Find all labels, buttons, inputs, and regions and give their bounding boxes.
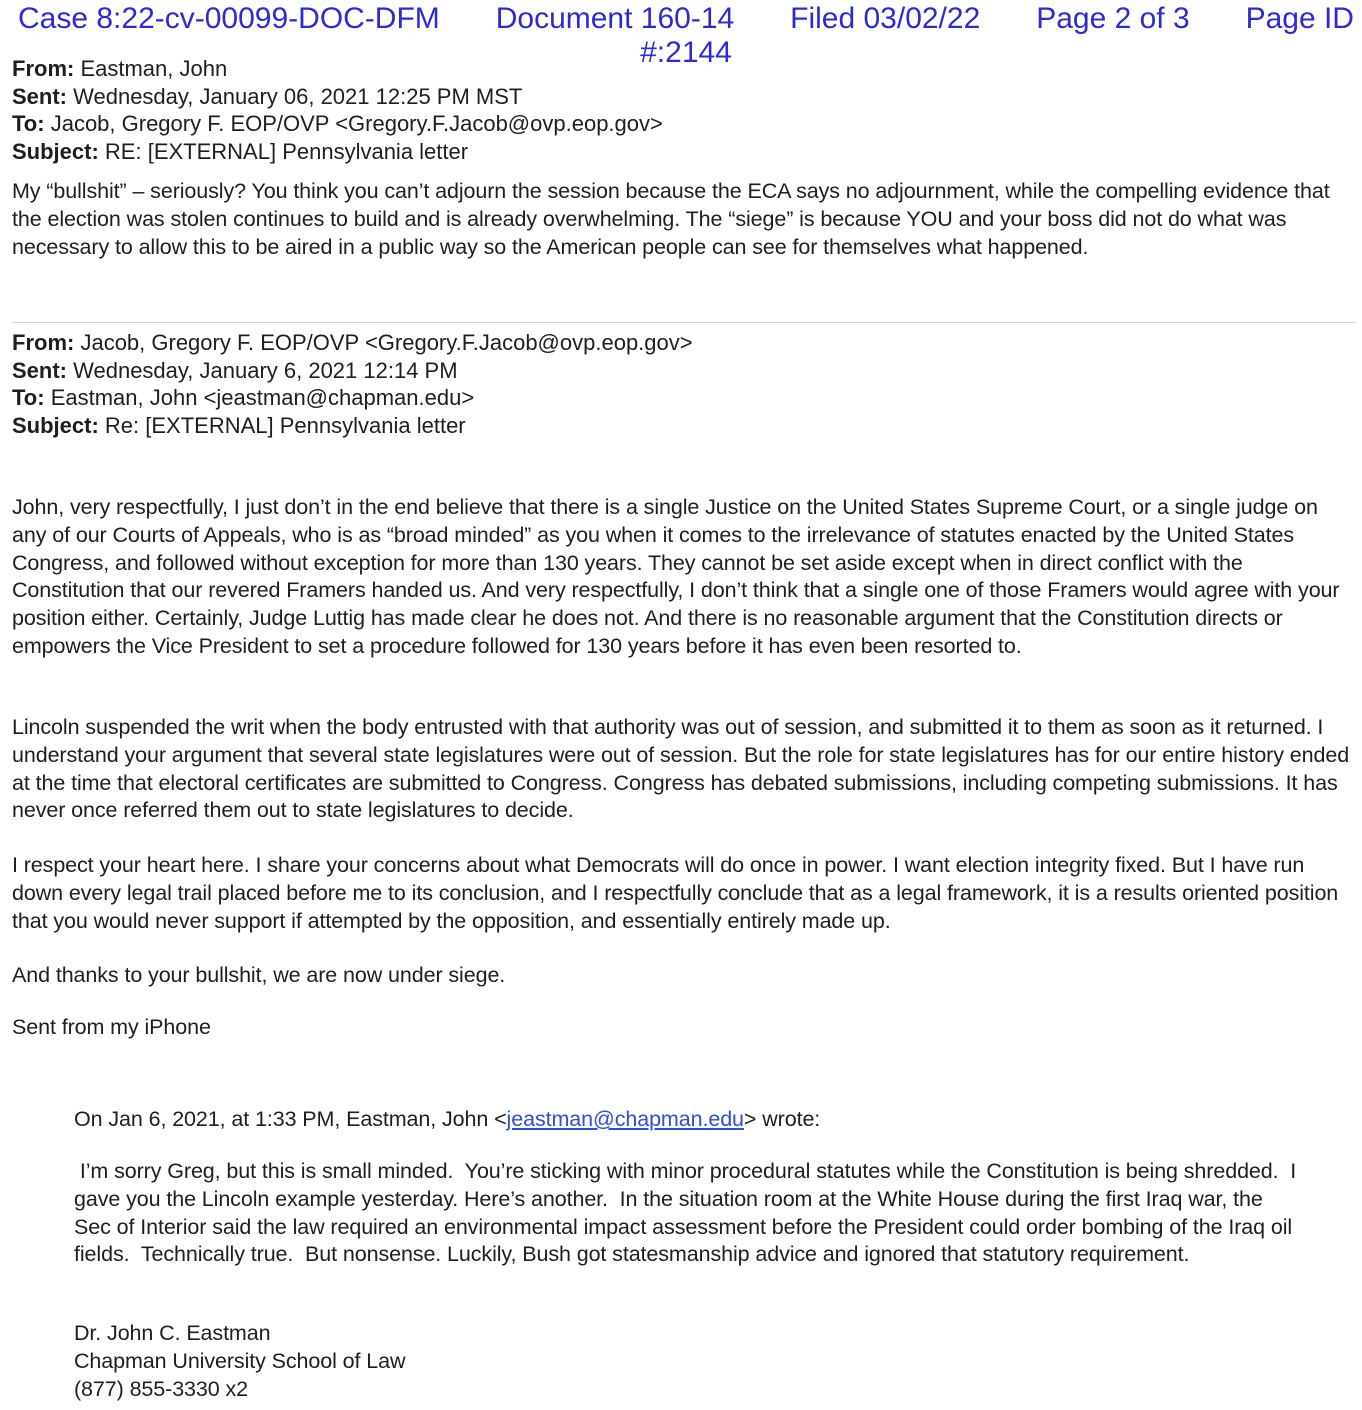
email2-signoff: Sent from my iPhone [12,1015,211,1039]
email1-body: My “bullshit” – seriously? You think you can’t adjourn the session because the ECA says no adjournment, while the compelling evidence that the election was stolen continues to build and is already overwhelming. The “siege” is because YOU and your boss did not do what was necessary to allow this to be aired in a public way so the American people can see for themselves what happened. [12,179,1330,259]
email2-from: From: Jacob, Gregory F. EOP/OVP <Gregory.F.Jacob@ovp.eop.gov> [12,330,693,355]
document-number: Document 160-14 [495,2,735,35]
email2-paragraph-2: Lincoln suspended the writ when the body entrusted with that authority was out of session, and submitted it to them as soon as it returned. I understand your argument that several state legislatures were out of session. But the role for state legislatures has for our entire history ended at the time that electoral certificates are submitted to Congress. Congress has debated submissions, including competing submissions. It has never once referred them out to state legislatures to decide. [12,715,1350,823]
email-link[interactable]: jeastman@chapman.edu [506,1107,744,1131]
email2-paragraph-4: And thanks to your bullshit, we are now under siege. [12,963,506,987]
page-id-label: Page ID [1245,2,1354,35]
quoted-intro: On Jan 6, 2021, at 1:33 PM, Eastman, John <jeastman@chapman.edu> wrote: [74,1107,821,1131]
email2-to: To: Eastman, John <jeastman@chapman.edu> [12,385,475,410]
email2-paragraph-1: John, very respectfully, I just don’t in the end believe that there is a single Justice on the United States Supreme Court, or a single judge on any of our Courts of Appeals, who is as “broad minded” as you when it comes to the irrelevance of statutes enacted by the United States Congress, and followed without exception for more than 130 years. They cannot be set aside except when in direct conflict with the Constitution that our revered Framers handed us. And very respectfully, I don’t think that a single one of those Framers would agree with your position either. Certainly, Judge Luttig has made clear he does not. And there is no reasonable argument that the Constitution directs or empowers the Vice President to set a procedure followed for 130 years before it has even been resorted to. [12,495,1340,658]
page-count: Page 2 of 3 [1036,2,1190,35]
email1-to: To: Jacob, Gregory F. EOP/OVP <Gregory.F.Jacob@ovp.eop.gov> [12,111,663,136]
signature-name: Dr. John C. Eastman [74,1321,271,1345]
email1-from: From: Eastman, John [12,56,228,81]
email1-header [12,55,663,165]
signature-affiliation: Chapman University School of Law [74,1348,406,1373]
case-number: Case 8:22-cv-00099-DOC-DFM [18,2,440,35]
quoted-body: I’m sorry Greg, but this is small minded. You’re sticking with minor procedural statutes while the Constitution is being shredded. I gave you the Lincoln example yesterday. Here’s another. In the situation room at the White House during the first Iraq war, the Sec of Interior said the law required an environmental impact assessment before the President could order bombing of the Iraq oil fields. Technically true. But nonsense. Luckily, Bush got statesmanship advice and ignored that statutory requirement. [74,1159,1303,1267]
signature-phone: (877) 855-3330 x2 [74,1376,249,1401]
page-id-number: #:2144 [640,36,732,69]
email2-paragraph-3: I respect your heart here. I share your concerns about what Democrats will do once in power. I want election integrity fixed. But I have run down every legal trail placed before me to its conclusion, and I respectfully conclude that as a legal framework, it is a results oriented position that you would never support if attempted by the opposition, and essentially entirely made up. [12,853,1339,933]
email1-subject: Subject: RE: [EXTERNAL] Pennsylvania letter [12,138,469,164]
email2-sent: Sent: Wednesday, January 6, 2021 12:14 PM [12,357,458,383]
divider [12,322,1356,323]
email2-header [12,329,693,439]
filed-date: Filed 03/02/22 [790,2,981,35]
signature-block [74,1320,1304,1403]
email1-sent: Sent: Wednesday, January 06, 2021 12:25 PM MST [12,83,523,109]
email2-subject: Subject: Re: [EXTERNAL] Pennsylvania letter [12,412,466,438]
